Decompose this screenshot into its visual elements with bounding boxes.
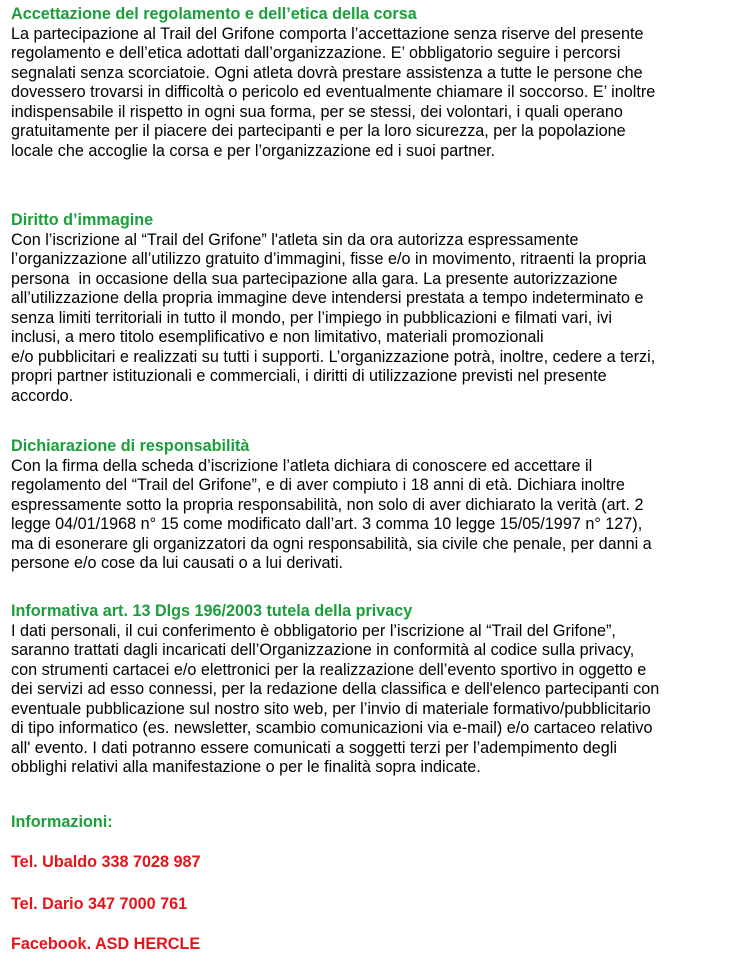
contact-phone-dario: Tel. Dario 347 7000 761 [11,895,188,913]
section-accettazione [11,5,743,161]
paragraph-line: regolamento del “Trail del Grifone”, e di aver compiuto i 18 anni di età. Dichiara inoltre [11,476,625,494]
paragraph-line: gratuitamente per il piacere dei partecipanti e per la loro sicurezza, per la popolazione [11,122,626,140]
paragraph-line: persone e/o cose da lui causati o a lui derivati. [11,554,344,572]
paragraph-line: inclusi, a mero titolo esemplificativo e non limitativo, materiali promozionali [11,328,544,346]
paragraph-line: Con la firma della scheda d’iscrizione l’atleta dichiara di conoscere ed accettare il [11,456,593,475]
contact-facebook: Facebook. ASD HERCLE [11,935,201,953]
paragraph-line: saranno trattati dagli incaricati dell’Organizzazione in conformità al codice sulla privacy, [11,641,635,659]
paragraph-line: e/o pubblicitari e realizzati su tutti i supporti. L’organizzazione potrà, inoltre, cedere a terzi, [11,347,656,366]
paragraph-line: obblighi relativi alla manifestazione o per le finalità sopra indicate. [11,758,481,776]
section-heading: Dichiarazione di responsabilità [11,437,250,455]
paragraph-line: ma di esonerare gli organizzatori da ogni responsabilità, sia civile che penale, per danni a [11,534,652,553]
paragraph-line: senza limiti territoriali in tutto il mondo, per l’impiego in pubblicazioni e filmati vari, ivi [11,308,612,327]
section-diritto-immagine [11,211,743,406]
paragraph-line: espressamente sotto la propria responsabilità, non solo di aver dichiarato la verità (art. 2 [11,495,644,514]
paragraph-line: all’utilizzazione della propria immagine deve intendersi prestata a tempo indeterminato e [11,289,644,307]
section-heading: Informativa art. 13 Dlgs 196/2003 tutela della privacy [11,602,413,620]
paragraph-line: La partecipazione al Trail del Grifone comporta l’accettazione senza riserve del presente [11,24,644,43]
contact-phone-ubaldo: Tel. Ubaldo 338 7028 987 [11,853,201,871]
paragraph-line: Con l’iscrizione al “Trail del Grifone” l'atleta sin da ora autorizza espressamente [11,230,579,249]
paragraph-line: persona in occasione della sua partecipazione alla gara. La presente autorizzazione [11,269,618,288]
section-dichiarazione [11,437,743,574]
section-heading: Diritto d’immagine [11,211,154,229]
paragraph-line: regolamento e dell’etica adottati dall’organizzazione. E’ obbligatorio seguire i percorsi [11,44,621,62]
paragraph-line: di tipo informatico (es. newsletter, scambio comunicazioni via e-mail) e/o cartaceo relativo [11,719,653,737]
section-heading: Accettazione del regolamento e dell’etica della corsa [11,5,417,23]
paragraph-line: segnalati senza scorciatoie. Ogni atleta dovrà prestare assistenza a tutte le persone che [11,63,643,82]
paragraph-line: indispensabile il rispetto in ogni sua forma, per se stessi, dei volontari, i quali operano [11,102,623,121]
section-privacy [11,602,743,778]
paragraph-line: dei servizi ad esso connessi, per la redazione della classifica e dell'elenco partecipanti con [11,680,660,698]
info-heading: Informazioni: [11,813,113,831]
paragraph-line: l’organizzazione all’utilizzo gratuito d’immagini, fisse e/o in movimento, ritraenti la propria [11,250,647,268]
paragraph-line: all' evento. I dati potranno essere comunicati a soggetti terzi per l’adempimento degli [11,738,617,757]
paragraph-line: accordo. [11,386,74,405]
paragraph-line: legge 04/01/1968 n° 15 come modificato dall’art. 3 comma 10 legge 15/05/1997 n° 127), [11,515,643,533]
paragraph-line: locale che accoglie la corsa e per l’organizzazione ed i suoi partner. [11,141,496,160]
paragraph-line: propri partner istituzionali e commerciali, i diritti di utilizzazione previsti nel presente [11,367,607,385]
paragraph-line: dovessero trovarsi in difficoltà o pericolo ed eventualmente chiamare il soccorso. E’ inoltre [11,83,656,101]
paragraph-line: I dati personali, il cui conferimento è obbligatorio per l’iscrizione al “Trail del Grifone”, [11,621,616,640]
paragraph-line: eventuale pubblicazione sul nostro sito web, per l’invio di materiale formativo/pubblicitario [11,699,651,718]
paragraph-line: con strumenti cartacei e/o elettronici per la realizzazione dell’evento sportivo in oggetto e [11,660,647,679]
